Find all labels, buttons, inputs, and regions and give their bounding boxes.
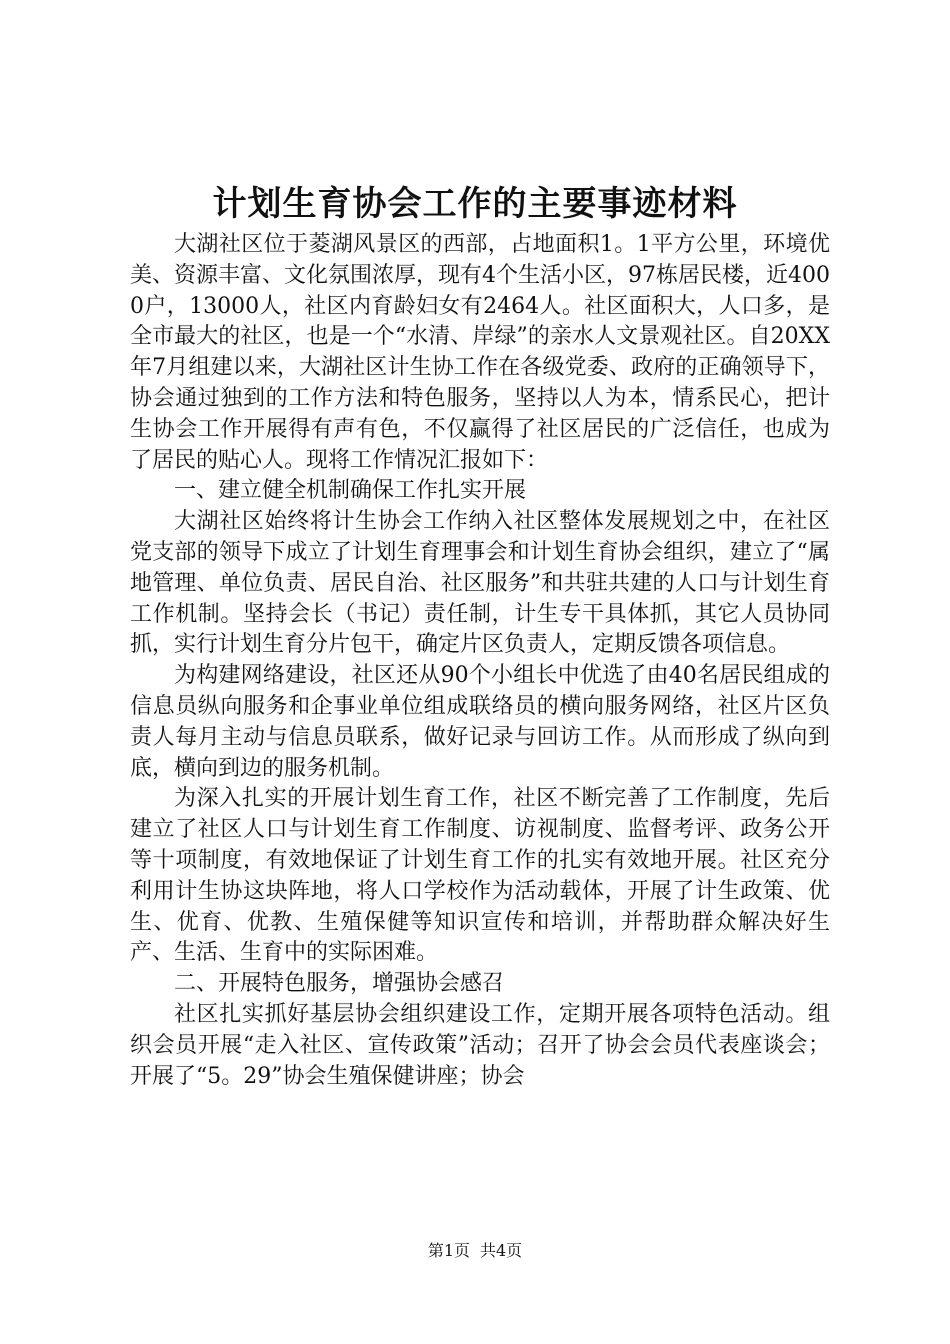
section-heading-1: 一、建立健全机制确保工作扎实开展 bbox=[174, 478, 527, 504]
document-title: 计划生育协会工作的主要事迹材料 bbox=[212, 184, 738, 224]
paragraph-activities: 社区扎实抓好基层协会组织建设工作，定期开展各项特色活动。组织会员开展“走入社区、宣传政策”活动；召开了协会会员代表座谈会；开展了“5。29”协会生殖保健讲座；协会 bbox=[130, 1001, 830, 1089]
section-heading-2: 二、开展特色服务，增强协会感召 bbox=[174, 971, 505, 997]
page-number-total: 共4页 bbox=[480, 1241, 523, 1260]
paragraph-mechanism: 大湖社区始终将计生协会工作纳入社区整体发展规划之中，在社区党支部的领导下成立了计划生育理事会和计划生育协会组织，建立了“属地管理、单位负责、居民自治、社区服务”和共驻共建的人口与计划生育工作机制。坚持会长（书记）责任制，计生专干具体抓，其它人员协同抓，实行计划生育分片包干，确定片区负责人，定期反馈各项信息。 bbox=[130, 509, 830, 658]
page-footer bbox=[0, 1240, 950, 1262]
page-number-current: 第1页 bbox=[427, 1241, 470, 1260]
paragraph-system: 为深入扎实的开展计划生育工作，社区不断完善了工作制度，先后建立了社区人口与计划生育工作制度、访视制度、监督考评、政务公开等十项制度，有效地保证了计划生育工作的扎实有效地开展。社区充分利用计生协这块阵地，将人口学校作为活动载体，开展了计生政策、优生、优育、优教、生殖保健等知识宣传和培训，并帮助群众解决好生产、生活、生育中的实际困难。 bbox=[130, 786, 830, 966]
document-body bbox=[130, 230, 830, 1092]
paragraph-network: 为构建网络建设，社区还从90个小组长中优选了由40名居民组成的信息员纵向服务和企事业单位组成联络员的横向服务网络，社区片区负责人每月主动与信息员联系，做好记录与回访工作。从而形成了纵向到底，横向到边的服务机制。 bbox=[130, 663, 830, 781]
paragraph-intro: 大湖社区位于菱湖风景区的西部，占地面积1。1平方公里，环境优美、资源丰富、文化氛围浓厚，现有4个生活小区，97栋居民楼，近4000户，13000人，社区内育龄妇女有2464人。社区面积大，人口多，是全市最大的社区，也是一个“水清、岸绿”的亲水人文景观社区。自20XX年7月组建以来，大湖社区计生协工作在各级党委、政府的正确领导下，协会通过独到的工作方法和特色服务，坚持以人为本，情系民心，把计生协会工作开展得有声有色，不仅赢得了社区居民的广泛信任，也成为了居民的贴心人。现将工作情况汇报如下： bbox=[130, 232, 830, 473]
